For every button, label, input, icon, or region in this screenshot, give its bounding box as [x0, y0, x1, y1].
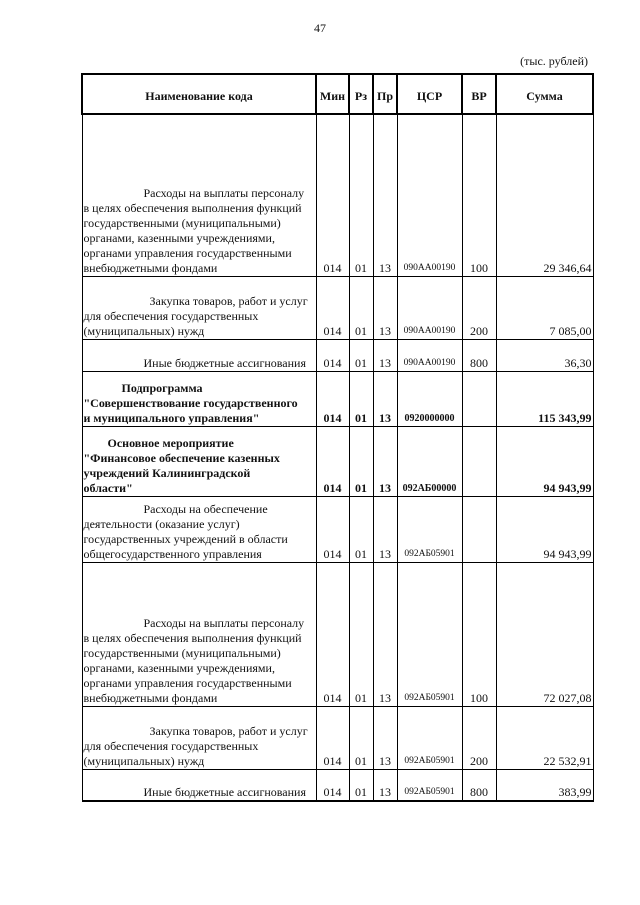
row-min: 014: [316, 114, 349, 276]
row-name-line: в целях обеспечения выполнения функций: [83, 630, 302, 645]
row-name-line: (муниципальных) нужд: [83, 323, 205, 338]
row-name-line: для обеспечения государственных: [83, 738, 259, 753]
table-row: [82, 276, 593, 339]
row-name-line: государственными (муниципальными): [83, 215, 281, 230]
column-header-rz: Рз: [349, 74, 373, 114]
row-csr: 0920000000: [397, 371, 462, 426]
row-sum: 115 343,99: [496, 371, 593, 426]
row-pr: 13: [373, 426, 397, 496]
row-name-line: для обеспечения государственных: [83, 308, 259, 323]
row-pr: 13: [373, 371, 397, 426]
row-name-line: органами управления государственными: [83, 675, 292, 690]
row-name-line: (муниципальных) нужд: [83, 753, 205, 768]
row-sum: 72 027,08: [496, 562, 593, 706]
row-csr: 090АА00190: [397, 276, 462, 339]
row-vr: 200: [462, 706, 496, 769]
page-number: 47: [314, 21, 326, 35]
row-csr: 090АА00190: [397, 339, 462, 371]
row-name-line: области": [83, 480, 133, 495]
row-vr: 100: [462, 562, 496, 706]
row-sum: 94 943,99: [496, 496, 593, 562]
column-header-pr: Пр: [373, 74, 397, 114]
row-name: [82, 426, 316, 496]
row-pr: 13: [373, 562, 397, 706]
row-name: [82, 562, 316, 706]
row-pr: 13: [373, 339, 397, 371]
row-pr: 13: [373, 114, 397, 276]
row-name: [82, 371, 316, 426]
row-rz: 01: [349, 371, 373, 426]
row-min: 014: [316, 371, 349, 426]
table-row: [82, 371, 593, 426]
row-pr: 13: [373, 769, 397, 801]
row-name-line: в целях обеспечения выполнения функций: [83, 200, 302, 215]
row-name: [82, 706, 316, 769]
row-name-line: Подпрограмма: [121, 380, 203, 395]
row-name-line: Основное мероприятие: [107, 435, 234, 450]
row-sum: 7 085,00: [496, 276, 593, 339]
row-vr: 800: [462, 339, 496, 371]
row-vr: 200: [462, 276, 496, 339]
row-pr: 13: [373, 496, 397, 562]
table-row: [82, 769, 593, 801]
row-rz: 01: [349, 114, 373, 276]
row-min: 014: [316, 706, 349, 769]
table-header-row: [82, 74, 593, 114]
row-pr: 13: [373, 276, 397, 339]
units-label: (тыс. рублей): [520, 54, 588, 68]
row-name: [82, 769, 316, 801]
row-rz: 01: [349, 706, 373, 769]
row-name-line: Расходы на обеспечение: [143, 501, 268, 516]
row-name-line: государственными (муниципальными): [83, 645, 281, 660]
row-csr: 092АБ00000: [397, 426, 462, 496]
row-csr: 092АБ05901: [397, 706, 462, 769]
budget-table: [81, 73, 594, 802]
row-rz: 01: [349, 426, 373, 496]
table-row: [82, 426, 593, 496]
row-csr: 092АБ05901: [397, 496, 462, 562]
row-name-line: Расходы на выплаты персоналу: [143, 185, 305, 200]
column-header-csr: ЦСР: [397, 74, 462, 114]
table-row: [82, 496, 593, 562]
row-vr: 800: [462, 769, 496, 801]
column-header-min: Мин: [316, 74, 349, 114]
row-name-line: Иные бюджетные ассигнования: [143, 785, 306, 799]
row-name-line: деятельности (оказание услуг): [83, 516, 240, 531]
row-name-line: внебюджетными фондами: [83, 260, 218, 275]
row-name-line: государственных учреждений в области: [83, 531, 288, 546]
row-sum: 383,99: [496, 769, 593, 801]
row-name-line: органами управления государственными: [83, 245, 292, 260]
row-name-line: Иные бюджетные ассигнования: [143, 355, 306, 370]
row-name-line: Закупка товаров, работ и услуг: [149, 723, 308, 738]
row-name-line: органами, казенными учреждениями,: [83, 660, 275, 675]
row-min: 014: [316, 339, 349, 371]
row-vr: [462, 496, 496, 562]
column-header-name: Наименование кода: [82, 74, 316, 114]
row-vr: [462, 371, 496, 426]
row-name: [82, 114, 316, 276]
row-name-line: общегосударственного управления: [83, 546, 262, 561]
row-name-line: и муниципального управления": [83, 410, 260, 425]
row-min: 014: [316, 426, 349, 496]
row-rz: 01: [349, 562, 373, 706]
row-name-line: органами, казенными учреждениями,: [83, 230, 275, 245]
table-row: [82, 706, 593, 769]
table-row: [82, 562, 593, 706]
row-rz: 01: [349, 339, 373, 371]
row-name: [82, 276, 316, 339]
row-name-line: Закупка товаров, работ и услуг: [149, 293, 308, 308]
table-row: [82, 114, 593, 276]
row-min: 014: [316, 276, 349, 339]
row-min: 014: [316, 496, 349, 562]
row-pr: 13: [373, 706, 397, 769]
row-csr: 092АБ05901: [397, 769, 462, 801]
row-sum: 36,30: [496, 339, 593, 371]
row-name-line: "Совершенствование государственного: [83, 395, 298, 410]
row-csr: 092АБ05901: [397, 562, 462, 706]
row-name: [82, 496, 316, 562]
row-name-line: учреждений Калининградской: [83, 465, 251, 480]
row-min: 014: [316, 562, 349, 706]
row-name-line: "Финансовое обеспечение казенных: [83, 450, 280, 465]
column-header-vr: ВР: [462, 74, 496, 114]
row-csr: 090АА00190: [397, 114, 462, 276]
row-sum: 29 346,64: [496, 114, 593, 276]
row-name-line: Расходы на выплаты персоналу: [143, 615, 305, 630]
row-rz: 01: [349, 769, 373, 801]
table-row: [82, 339, 593, 371]
row-rz: 01: [349, 496, 373, 562]
row-sum: 22 532,91: [496, 706, 593, 769]
row-sum: 94 943,99: [496, 426, 593, 496]
row-vr: 100: [462, 114, 496, 276]
row-rz: 01: [349, 276, 373, 339]
row-vr: [462, 426, 496, 496]
column-header-sum: Сумма: [496, 74, 593, 114]
row-name: [82, 339, 316, 371]
row-min: 014: [316, 769, 349, 801]
row-name-line: внебюджетными фондами: [83, 690, 218, 705]
